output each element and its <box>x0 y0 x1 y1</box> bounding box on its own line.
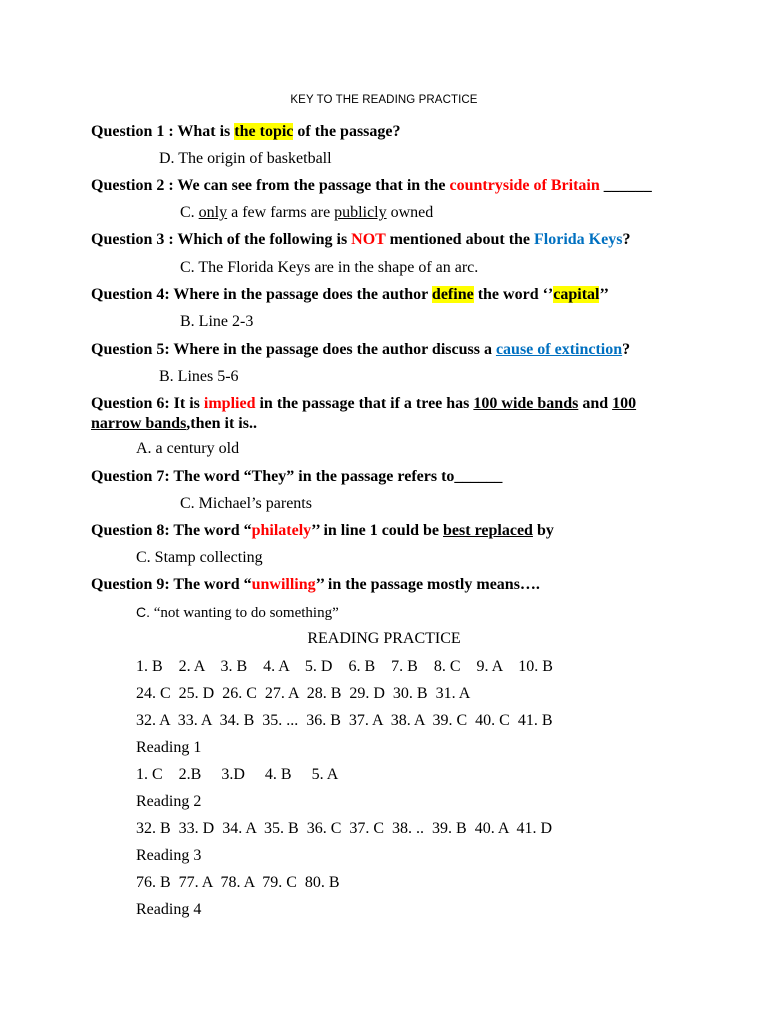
question-3 <box>91 230 630 250</box>
question-6-mid: in the passage that if a tree has <box>255 395 474 412</box>
answers-row-4: 1. C 2.B 3.D 4. B 5. A <box>136 766 339 783</box>
answer-9-text: “not wanting to do something” <box>150 605 339 621</box>
question-4-mid: the word ‘’ <box>473 286 554 303</box>
question-3-end: ? <box>622 231 631 248</box>
question-1-text: Question 1 : What is <box>91 123 235 140</box>
red-not: NOT <box>351 231 386 248</box>
answer-5: B. Lines 5-6 <box>159 368 239 385</box>
answer-2-publicly: publicly <box>334 204 387 221</box>
question-9-text: Question 9: The word “ <box>91 576 252 593</box>
answers-row-3: 32. A 33. A 34. B 35. ... 36. B 37. A 38. A 39. C 40. C 41. B <box>136 712 553 729</box>
answer-2-only: only <box>198 204 228 221</box>
answer-2 <box>180 203 433 223</box>
red-philately: philately <box>251 522 312 539</box>
answer-2-mid: a few farms are <box>227 204 335 221</box>
blue-florida-keys: Florida Keys <box>534 231 623 248</box>
highlight-capital: capital <box>553 286 600 303</box>
question-2-text: Question 2 : We can see from the passage that in the <box>91 177 450 194</box>
answer-1: D. The origin of basketball <box>159 150 332 167</box>
question-8-end: by <box>532 522 554 539</box>
answers-row-6: 76. B 77. A 78. A 79. C 80. B <box>136 874 340 891</box>
question-5 <box>91 340 630 360</box>
answer-9 <box>136 602 339 623</box>
question-4-text: Question 4: Where in the passage does the author <box>91 286 432 303</box>
question-3-text: Question 3 : Which of the following is <box>91 231 352 248</box>
question-5-end: ? <box>622 341 631 358</box>
reading-1-label: Reading 1 <box>136 739 202 756</box>
answers-row-2: 24. C 25. D 26. C 27. A 28. B 29. D 30. B 31. A <box>136 685 471 702</box>
question-1 <box>91 122 401 142</box>
question-8-mid: ’’ in line 1 could be <box>311 522 444 539</box>
question-1-end: of the passage? <box>293 123 401 140</box>
document-title: KEY TO THE READING PRACTICE <box>290 94 478 106</box>
underline-narrow-bands: narrow bands <box>91 415 187 432</box>
question-8 <box>91 521 554 541</box>
reading-3-label: Reading 3 <box>136 847 202 864</box>
reading-practice-heading: READING PRACTICE <box>307 630 461 647</box>
answer-8: C. Stamp collecting <box>136 549 263 566</box>
answer-4: B. Line 2-3 <box>180 313 254 330</box>
answer-2-end: owned <box>386 204 434 221</box>
underline-100-wide-bands: 100 wide bands <box>473 395 579 412</box>
question-6-line-2 <box>91 414 257 434</box>
link-cause-of-extinction[interactable]: cause of extinction <box>495 341 623 358</box>
question-3-mid: mentioned about the <box>385 231 535 248</box>
answer-2-letter: C. <box>180 204 199 221</box>
underline-100: 100 <box>612 395 637 412</box>
highlight-define: define <box>431 286 474 303</box>
question-6-end: ,then it is.. <box>186 415 257 432</box>
question-9 <box>91 575 540 595</box>
question-8-text: Question 8: The word “ <box>91 522 252 539</box>
red-unwilling: unwilling <box>251 576 316 593</box>
question-6 <box>91 394 636 414</box>
red-implied: implied <box>203 395 256 412</box>
question-9-end: ’’ in the passage mostly means…. <box>315 576 540 593</box>
answer-3: C. The Florida Keys are in the shape of an arc. <box>180 259 479 276</box>
answer-9-letter: C. <box>136 604 150 620</box>
answers-row-1: 1. B 2. A 3. B 4. A 5. D 6. B 7. B 8. C 9. A 10. B <box>136 658 553 675</box>
question-2 <box>91 176 652 196</box>
underline-best-replaced: best replaced <box>443 522 533 539</box>
question-6-text: Question 6: It is <box>91 395 204 412</box>
reading-2-label: Reading 2 <box>136 793 202 810</box>
question-6-and: and <box>578 395 613 412</box>
question-2-blank: ______ <box>603 177 652 194</box>
question-4 <box>91 285 609 305</box>
question-5-text: Question 5: Where in the passage does the author discuss a <box>91 341 496 358</box>
answers-row-5: 32. B 33. D 34. A 35. B 36. C 37. C 38. .. 39. B 40. A 41. D <box>136 820 553 837</box>
reading-4-label: Reading 4 <box>136 901 202 918</box>
answer-7: C. Michael’s parents <box>180 495 312 512</box>
question-4-end: ’’ <box>599 286 609 303</box>
answer-6: A. a century old <box>136 440 240 457</box>
red-countryside-of-britain: countryside of Britain <box>449 177 600 194</box>
highlight-the-topic: the topic <box>234 123 294 140</box>
question-7: Question 7: The word “They” in the passage refers to______ <box>91 468 503 485</box>
